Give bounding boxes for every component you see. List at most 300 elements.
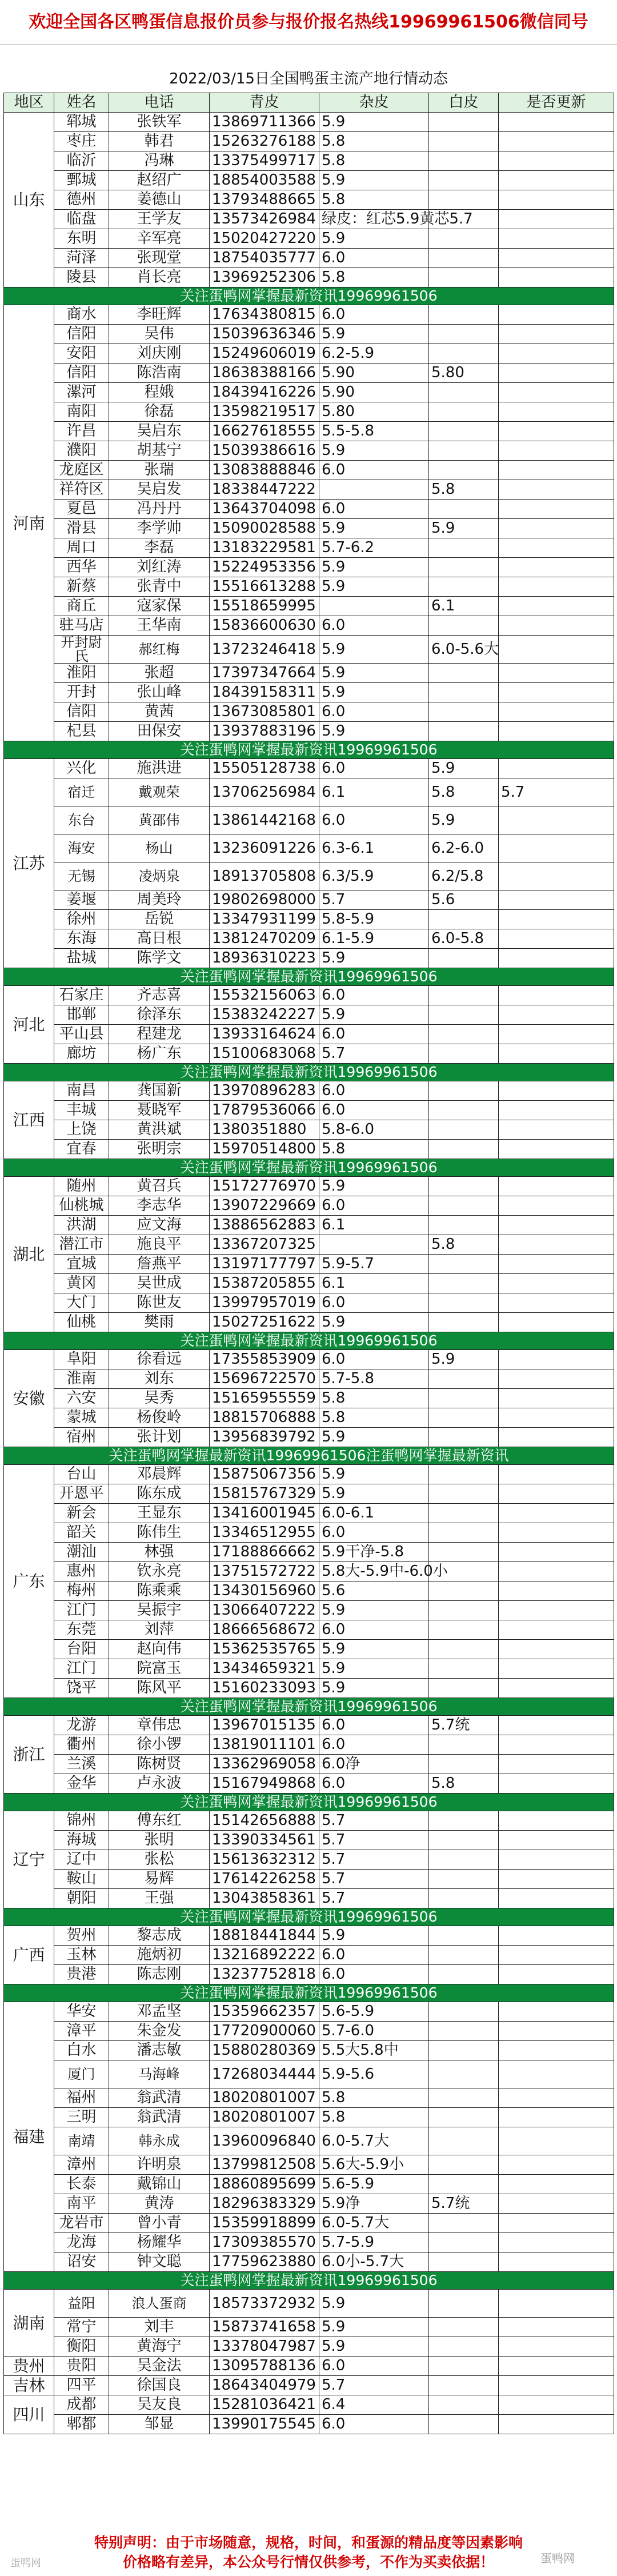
cell-white-price [499,190,614,210]
cell-city: 饶平 [54,1679,109,1698]
cell-mixed-price [429,1679,499,1698]
cell-mixed-price [429,2088,499,2108]
cell-white-price [499,1620,614,1640]
cell-phone: 15100683068 [210,1044,319,1064]
cell-green-price [319,1235,429,1255]
cell-phone: 18439158311 [210,683,319,702]
cell-white-price [499,2108,614,2127]
cell-green-price: 5.9 [319,949,429,968]
notice-row [4,968,614,986]
province-cell: 湖北 [4,1177,54,1332]
cell-white-price [499,558,614,577]
cell-white-price [499,1293,614,1313]
table-row [4,2395,614,2415]
cell-white-price [499,1235,614,1255]
cell-mixed-price [429,702,499,722]
notice-text: 关注蛋鸭网掌握最新资讯19969961506 [4,2272,614,2290]
cell-name: 施洪进 [109,759,210,778]
cell-green-price: 5.9 [319,113,429,132]
cell-phone: 13956839792 [210,1428,319,1447]
cell-white-price: 5.7 [499,778,614,806]
table-row [4,1946,614,1965]
cell-green-price: 6.0-6.1 [319,1504,429,1523]
cell-phone: 15383242227 [210,1005,319,1025]
notice-row [4,1447,614,1465]
cell-city: 随州 [54,1177,109,1196]
cell-mixed-price [429,1965,499,1984]
cell-phone: 13812470209 [210,929,319,949]
table-row [4,2337,614,2357]
cell-city: 海城 [54,1831,109,1850]
cell-name: 吴秀 [109,1389,210,1408]
cell-city: 开封 [54,683,109,702]
cell-phone: 13378047987 [210,2337,319,2357]
cell-mixed-price [429,1293,499,1313]
cell-green-price: 5.6 [319,1581,429,1601]
cell-phone: 17759623880 [210,2252,319,2272]
cell-name: 应文海 [109,1216,210,1235]
cell-city: 龙庭区 [54,461,109,480]
cell-phone: 13083888846 [210,461,319,480]
cell-green-price: 5.8 [319,268,429,287]
cell-city: 滑县 [54,519,109,538]
cell-city: 锦州 [54,1811,109,1831]
cell-phone: 17397347664 [210,664,319,683]
cell-phone: 18643404979 [210,2376,319,2395]
cell-phone: 15039636346 [210,325,319,344]
cell-phone: 1380351880 [210,1120,319,1140]
province-cell: 四川 [4,2395,54,2434]
cell-white-price [499,2233,614,2252]
cell-city: 新蔡 [54,577,109,597]
cell-green-price: 5.8 [319,190,429,210]
cell-mixed-price [429,171,499,190]
cell-phone: 13367207325 [210,1235,319,1255]
cell-phone: 15516613288 [210,577,319,597]
cell-name: 冯丹丹 [109,500,210,519]
cell-mixed-price [429,2252,499,2272]
cell-white-price [499,1926,614,1946]
cell-mixed-price [429,2357,499,2376]
cell-mixed-price [429,1889,499,1908]
cell-phone: 17309385570 [210,2233,319,2252]
cell-white-price [499,1005,614,1025]
cell-name: 张现堂 [109,249,210,268]
cell-phone: 13236091226 [210,834,319,862]
cell-name: 戴锦山 [109,2175,210,2194]
table-row [4,1196,614,1216]
cell-phone: 13907229669 [210,1196,319,1216]
cell-green-price: 6.0 [319,500,429,519]
cell-name: 陈浩南 [109,364,210,383]
cell-city: 潜江市 [54,1235,109,1255]
cell-green-price: 5.9 [319,325,429,344]
cell-white-price [499,1313,614,1332]
cell-phone: 15532156063 [210,986,319,1005]
cell-white-price [499,1679,614,1698]
cell-green-price: 6.3/5.9 [319,862,429,890]
table-row [4,702,614,722]
table-row [4,1640,614,1659]
cell-phone: 15172776970 [210,1177,319,1196]
cell-city: 龙岩市 [54,2214,109,2233]
cell-white-price [499,422,614,441]
province-cell: 山东 [4,113,54,287]
cell-green-price: 5.7 [319,1870,429,1889]
table-row [4,1025,614,1044]
cell-white-price [499,910,614,929]
table-row [4,1293,614,1313]
cell-white-price [499,806,614,834]
province-cell: 吉林 [4,2376,54,2395]
cell-city: 东明 [54,229,109,249]
cell-city: 无锡 [54,862,109,890]
cell-green-price: 5.9 [319,577,429,597]
cell-green-price: 5.7 [319,1850,429,1870]
cell-phone: 15224953356 [210,558,319,577]
table-row [4,1255,614,1274]
cell-name: 王华南 [109,616,210,636]
cell-name: 许明泉 [109,2155,210,2175]
province-cell: 贵州 [4,2357,54,2376]
cell-name: 凌炳泉 [109,862,210,890]
cell-phone: 19802698000 [210,890,319,910]
cell-name: 张青中 [109,577,210,597]
cell-green-price: 6.0 [319,1620,429,1640]
table-row [4,2175,614,2194]
cell-city: 厦门 [54,2060,109,2088]
cell-white-price [499,538,614,558]
cell-mixed-price [429,1504,499,1523]
notice-text: 关注蛋鸭网掌握最新资讯19969961506 [4,741,614,759]
cell-name: 易辉 [109,1870,210,1889]
cell-name: 王显东 [109,1504,210,1523]
notice-row [4,2272,614,2290]
cell-phone: 13990175545 [210,2415,319,2434]
cell-green-price: 6.0-5.7大 [319,2127,429,2155]
cell-white-price [499,2214,614,2233]
cell-white-price [499,683,614,702]
cell-white-price [499,862,614,890]
cell-mixed-price [429,1140,499,1159]
cell-name: 李磊 [109,538,210,558]
table-row [4,1428,614,1447]
cell-mixed-price: 5.7统 [429,2194,499,2214]
cell-name: 吴振宇 [109,1601,210,1620]
cell-white-price [499,1543,614,1562]
cell-white-price [499,1216,614,1235]
table-row [4,616,614,636]
cell-green-price: 5.9 [319,1484,429,1504]
cell-green-price: 5.7 [319,2376,429,2395]
cell-phone: 13197177797 [210,1255,319,1274]
cell-white-price [499,1196,614,1216]
notice-row [4,1064,614,1081]
cell-phone: 15263276188 [210,132,319,151]
cell-name: 黄茜 [109,702,210,722]
cell-phone: 15875067356 [210,1465,319,1484]
cell-name: 陈志刚 [109,1965,210,1984]
watermark-left: 蛋鸭网 [10,2557,41,2569]
cell-green-price: 5.9 [319,1601,429,1620]
cell-phone: 15027251622 [210,1313,319,1332]
cell-phone: 13886562883 [210,1216,319,1235]
cell-green-price: 6.0 [319,1081,429,1101]
cell-mixed-price [429,229,499,249]
cell-name: 张超 [109,664,210,683]
cell-name: 龚国新 [109,1081,210,1101]
cell-city: 潮汕 [54,1543,109,1562]
cell-mixed-price [429,422,499,441]
cell-phone: 18815706888 [210,1408,319,1428]
cell-green-price: 6.0 [319,1965,429,1984]
cell-city: 宿迁 [54,778,109,806]
cell-city: 周口 [54,538,109,558]
province-cell: 河北 [4,986,54,1064]
cell-white-price [499,597,614,616]
cell-green-price: 5.6大-5.9小 [319,2155,429,2175]
cell-green-price: 5.9 [319,1005,429,1025]
cell-mixed-price [429,1408,499,1428]
cell-city: 常宁 [54,2318,109,2337]
cell-white-price [499,1369,614,1389]
col-header-region: 地区 [4,93,54,113]
cell-name: 赵绍广 [109,171,210,190]
cell-phone: 15281036421 [210,2395,319,2415]
cell-mixed-price [429,1735,499,1755]
cell-green-price: 6.3-6.1 [319,834,429,862]
cell-white-price [499,1465,614,1484]
cell-white-price [499,1755,614,1774]
cell-green-price: 5.7 [319,1889,429,1908]
cell-green-price: 5.7-6.2 [319,538,429,558]
col-header-name: 姓名 [54,93,109,113]
table-row [4,1889,614,1908]
table-row [4,986,614,1005]
cell-green-price: 6.0 [319,461,429,480]
notice-row [4,287,614,305]
cell-mixed-price [429,2337,499,2357]
table-row [4,364,614,383]
cell-white-price [499,229,614,249]
cell-name: 马海峰 [109,2060,210,2088]
cell-city: 六安 [54,1389,109,1408]
cell-city: 夏邑 [54,500,109,519]
cell-white-price [499,1774,614,1794]
cell-white-price [499,344,614,364]
table-row [4,1926,614,1946]
cell-white-price [499,1811,614,1831]
cell-green-price: 5.8-6.0 [319,1120,429,1140]
table-row [4,441,614,461]
cell-green-price: 5.8-5.9 [319,910,429,929]
cell-white-price [499,2175,614,2194]
table-header-row [4,93,614,113]
cell-white-price [499,383,614,402]
cell-mixed-price [429,722,499,741]
cell-phone: 18020801007 [210,2088,319,2108]
table-row [4,1659,614,1679]
cell-city: 白水 [54,2041,109,2060]
province-cell: 安徽 [4,1350,54,1447]
cell-green-price: 5.9 [319,1640,429,1659]
notice-row [4,1332,614,1350]
cell-green-price: 6.0 [319,1735,429,1755]
notice-row [4,1984,614,2002]
cell-phone: 13997957019 [210,1293,319,1313]
cell-city: 贵港 [54,1965,109,1984]
cell-phone: 13673085801 [210,702,319,722]
cell-name: 黄邵伟 [109,806,210,834]
cell-phone: 13969252306 [210,268,319,287]
cell-green-price: 5.80 [319,402,429,422]
cell-phone: 15362535765 [210,1640,319,1659]
cell-city: 开恩平 [54,1484,109,1504]
table-row [4,2060,614,2088]
cell-name: 潘志敏 [109,2041,210,2060]
notice-text: 关注蛋鸭网掌握最新资讯19969961506 [4,1908,614,1926]
table-row [4,480,614,500]
notice-row [4,1698,614,1716]
cell-name: 张计划 [109,1428,210,1447]
cell-white-price [499,2337,614,2357]
cell-white-price [499,2194,614,2214]
cell-mixed-price [429,132,499,151]
cell-city: 仙桃 [54,1313,109,1332]
cell-name: 邓晨辉 [109,1465,210,1484]
table-row [4,1523,614,1543]
cell-city: 鞍山 [54,1870,109,1889]
cell-phone: 13216892222 [210,1946,319,1965]
cell-phone: 13960096840 [210,2127,319,2155]
cell-green-price: 5.90 [319,364,429,383]
province-cell: 广东 [4,1465,54,1698]
cell-white-price [499,461,614,480]
table-row [4,1679,614,1698]
cell-city: 商水 [54,305,109,325]
cell-white-price [499,949,614,968]
notice-text: 关注蛋鸭网掌握最新资讯19969961506 [4,1698,614,1716]
cell-city: 商丘 [54,597,109,616]
cell-phone: 13643704098 [210,500,319,519]
cell-name: 程娥 [109,383,210,402]
cell-name: 傅东红 [109,1811,210,1831]
cell-name: 杨广东 [109,1044,210,1064]
cell-white-price [499,2290,614,2318]
cell-green-price: 6.0 [319,986,429,1005]
cell-mixed-price [429,344,499,364]
cell-mixed-price [429,910,499,929]
table-row [4,890,614,910]
cell-green-price: 6.1 [319,778,429,806]
notice-row [4,1159,614,1177]
cell-mixed-price: 6.2-6.0 [429,834,499,862]
notice-text: 关注蛋鸭网掌握最新资讯19969961506注蛋鸭网掌握最新资讯 [4,1447,614,1465]
cell-green-price: 5.9 [319,1428,429,1447]
cell-white-price [499,664,614,683]
cell-city: 漳平 [54,2022,109,2041]
cell-city: 祥符区 [54,480,109,500]
cell-phone: 13346512955 [210,1523,319,1543]
cell-city: 郫都 [54,2415,109,2434]
cell-green-price: 5.9-5.7 [319,1255,429,1274]
cell-city: 淮阳 [54,664,109,683]
cell-mixed-price [429,1274,499,1293]
cell-name: 姜德山 [109,190,210,210]
cell-phone: 15359918899 [210,2214,319,2233]
cell-name: 陈伟生 [109,1523,210,1543]
cell-white-price [499,441,614,461]
cell-white-price [499,616,614,636]
cell-white-price [499,1081,614,1101]
cell-green-price: 5.9 [319,558,429,577]
cell-phone: 17879536066 [210,1101,319,1120]
cell-green-price: 5.8 [319,132,429,151]
cell-green-price: 5.9 [319,1313,429,1332]
cell-green-price: 5.90 [319,383,429,402]
cell-mixed-price [429,441,499,461]
cell-phone: 13799812508 [210,2155,319,2175]
cell-mixed-price [429,2290,499,2318]
table-row [4,1044,614,1064]
table-row [4,2290,614,2318]
cell-white-price [499,1659,614,1679]
cell-name: 吴启发 [109,480,210,500]
cell-name: 吴启东 [109,422,210,441]
cell-mixed-price [429,1946,499,1965]
cell-city: 信阳 [54,364,109,383]
cell-phone: 18854003588 [210,171,319,190]
cell-name: 刘丰 [109,2318,210,2337]
disclaimer-line-2: 价格略有差异，本公众号行情仅供参考，不作为买卖依据！ [122,2554,494,2570]
table-row [4,1811,614,1831]
cell-name: 张明 [109,1831,210,1850]
cell-white-price [499,210,614,229]
cell-city: 龙游 [54,1716,109,1735]
cell-white-price [499,834,614,862]
table-row [4,1735,614,1755]
table-row [4,664,614,683]
cell-name: 施良平 [109,1235,210,1255]
cell-mixed-price [429,2155,499,2175]
cell-white-price [499,722,614,741]
table-row [4,2002,614,2022]
cell-green-price: 6.2-5.9 [319,344,429,364]
table-row [4,1235,614,1255]
cell-white-price [499,1428,614,1447]
cell-city: 东台 [54,806,109,834]
cell-city: 玉林 [54,1946,109,1965]
disclaimer-line-1: 特别声明：由于市场随意，规格，时间，和蛋源的精品度等因素影响 [94,2534,523,2551]
cell-name: 程建龙 [109,1025,210,1044]
cell-name: 张山峰 [109,683,210,702]
cell-green-price: 5.9 [319,636,429,664]
cell-name: 韩君 [109,132,210,151]
cell-green-price: 5.9 [319,441,429,461]
cell-mixed-price [429,1870,499,1889]
notice-text: 关注蛋鸭网掌握最新资讯19969961506 [4,287,614,305]
table-row [4,759,614,778]
cell-white-price [499,1870,614,1889]
cell-white-price [499,986,614,1005]
cell-phone: 13430156960 [210,1581,319,1601]
cell-green-price: 6.0 [319,305,429,325]
table-row [4,1274,614,1293]
cell-phone: 13390334561 [210,1831,319,1850]
cell-green-price: 5.5大5.8中 [319,2041,429,2060]
cell-city: 南靖 [54,2127,109,2155]
cell-phone: 15249606019 [210,344,319,364]
